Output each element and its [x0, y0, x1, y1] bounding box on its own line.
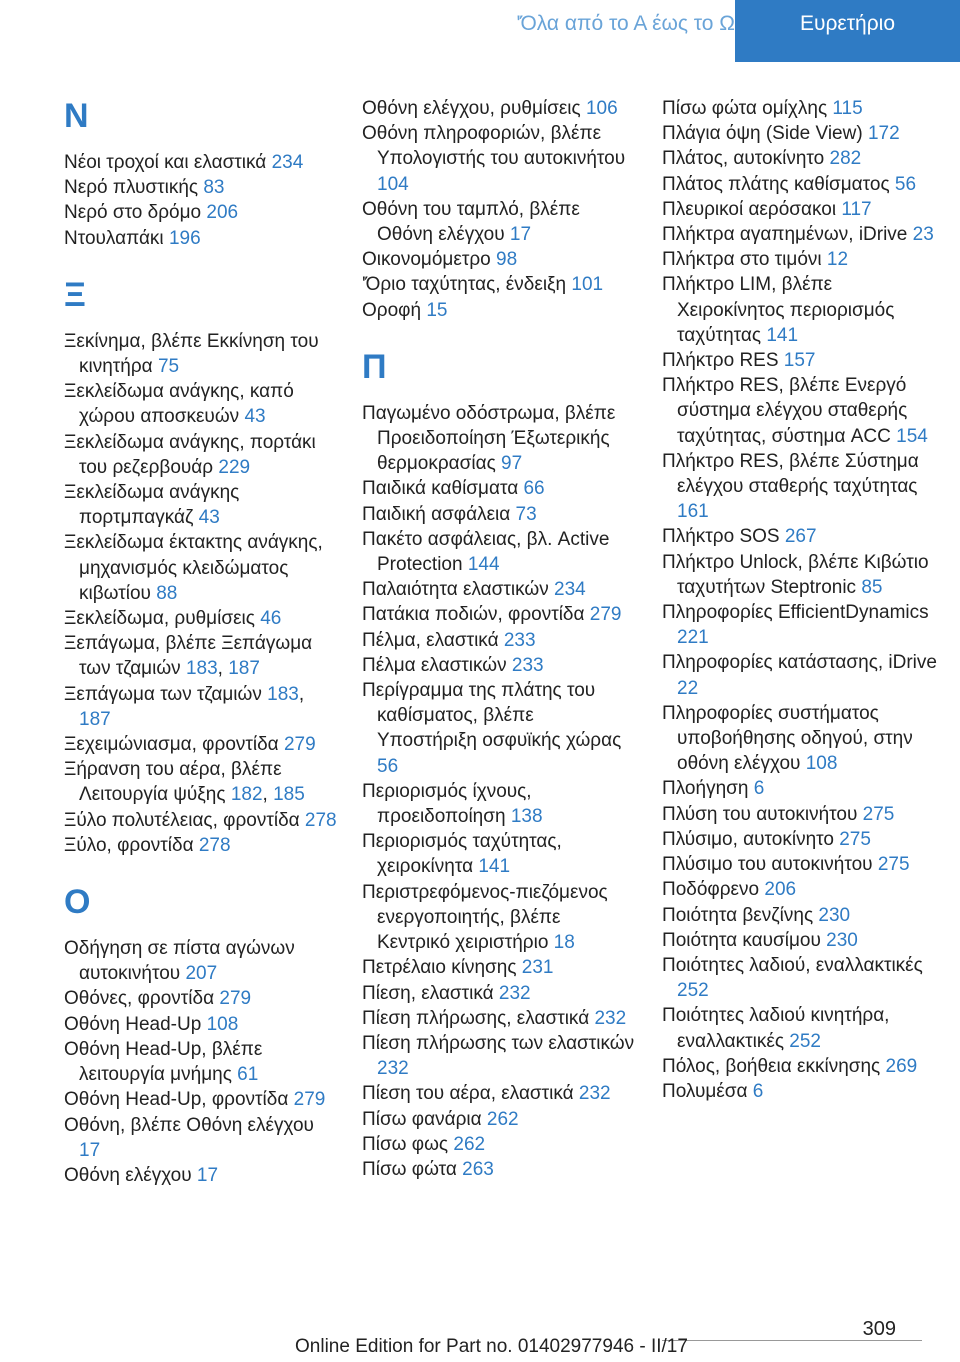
index-entry — [64, 226, 339, 251]
index-entry — [362, 1031, 637, 1081]
index-entry-text: Πληροφορίες κατάστασης, iDrive — [662, 652, 937, 674]
index-entry-text: Πίσω φώτα — [362, 1158, 457, 1180]
page-link[interactable]: 278 — [198, 834, 231, 856]
index-entry — [662, 121, 937, 146]
index-entry — [64, 379, 339, 429]
page-link[interactable]: 101 — [571, 274, 604, 296]
index-entry — [362, 247, 637, 272]
page-link[interactable]: 185 — [273, 784, 305, 806]
index-entry-text: Πλευρικοί αερόσακοι — [662, 198, 837, 220]
index-entry — [662, 701, 937, 777]
index-entry — [64, 329, 339, 379]
index-entry-text: Πέλμα, ελαστικά — [362, 629, 499, 651]
section-gap — [64, 251, 339, 275]
page-link[interactable]: 183 — [267, 683, 299, 705]
index-entry: Ξήρανση του αέρα, βλέπε Λειτουργία ψύξης 182, 185 — [64, 759, 305, 806]
page-link[interactable]: 138 — [510, 806, 543, 828]
index-entry-text: Ξεκίνημα, βλέπε Εκκίνηση του κινητήρα — [64, 330, 319, 378]
index-entry — [64, 200, 339, 225]
page-link[interactable]: 232 — [578, 1083, 611, 1105]
page-link[interactable]: 187 — [228, 658, 260, 680]
index-entry — [662, 373, 937, 449]
index-entry — [662, 852, 937, 877]
index-entry-text: Ξεκλείδωμα, ρυθμίσεις — [64, 608, 255, 630]
index-entry — [362, 981, 637, 1006]
index-entry — [662, 197, 937, 222]
index-entry — [662, 172, 937, 197]
page-link[interactable]: 183 — [185, 658, 218, 680]
page-link[interactable]: 230 — [826, 929, 858, 951]
page-link[interactable]: 282 — [829, 148, 862, 170]
index-entry — [362, 602, 637, 627]
page-link[interactable]: 252 — [789, 1030, 821, 1052]
index-entry-text: Πόλος, βοήθεια εκκίνησης — [662, 1055, 881, 1077]
page-link[interactable]: 279 — [293, 1089, 326, 1111]
index-entry-text: Πίσω φώτα ομίχλης — [662, 98, 828, 119]
page-link[interactable]: 75 — [157, 356, 180, 378]
index-entry — [662, 524, 937, 549]
index-entry-text: Πακέτο ασφάλειας, βλ. Active Protection — [362, 528, 610, 576]
index-entry-text: Πλήκτρο RES — [662, 350, 779, 372]
index-entry — [362, 779, 637, 829]
page-link[interactable]: 269 — [885, 1055, 918, 1077]
index-entry — [64, 150, 339, 175]
index-entry-text: Ξεκλείδωμα έκτακτης ανάγκης, μηχανισμός κλειδώματος κιβωτίου — [64, 532, 323, 604]
index-entry-text: Πλήκτρο RES, βλέπε Σύστημα ελέγχου σταθερής ταχύτητας — [662, 450, 919, 498]
page-link[interactable]: 43 — [244, 406, 266, 428]
index-entry — [362, 1132, 637, 1157]
index-entry — [362, 298, 637, 323]
index-entry-text: Ποιότητες λαδιού, εναλλακτικές — [662, 954, 923, 976]
page-link[interactable]: 207 — [185, 963, 218, 985]
index-entry — [662, 222, 937, 247]
index-entry-text: Οθόνη ελέγχου — [64, 1164, 192, 1186]
page-link[interactable]: 279 — [219, 988, 252, 1010]
page-link[interactable]: 233 — [503, 629, 536, 651]
index-entry-text: Οθόνη, βλέπε Οθόνη ελέγχου — [64, 1114, 314, 1136]
index-entry — [362, 197, 637, 247]
index-entry-text: Οθόνη πληροφοριών, βλέπε Υπολογιστής του αυτοκινήτου — [362, 123, 626, 170]
page-link[interactable]: 97 — [501, 453, 523, 475]
index-entry-text: Ξεκλείδωμα ανάγκης, πορτάκι του ρεζερβουάρ — [64, 431, 316, 478]
index-entry — [662, 776, 937, 801]
page-link[interactable]: 108 — [206, 1013, 239, 1035]
index-entry-text: Περίγραμμα της πλάτης του καθίσματος, βλέπε Υποστήριξη οσφυϊκής χώρας — [362, 680, 622, 752]
page-link[interactable]: 46 — [260, 608, 282, 630]
section-letter: Ο — [64, 883, 91, 922]
page-link[interactable]: 6 — [753, 778, 765, 800]
page-link[interactable]: 141 — [766, 324, 799, 346]
section-gap — [362, 323, 637, 347]
index-entry — [362, 401, 637, 477]
index-entry — [64, 530, 339, 606]
index-entry-text: Παιδική ασφάλεια — [362, 503, 511, 525]
page-link[interactable]: 73 — [515, 503, 537, 525]
index-entry — [64, 732, 339, 757]
index-entry-text: Πολυμέσα — [662, 1080, 748, 1102]
index-entry-text: Πλήκτρα στο τιμόνι — [662, 249, 822, 271]
index-entry-text: Πλήκτρο RES, βλέπε Ενεργό σύστημα ελέγχου σταθερής ταχύτητας, σύστημα ACC — [662, 375, 908, 447]
page-link[interactable]: 6 — [752, 1080, 764, 1102]
page-link[interactable]: 234 — [554, 579, 586, 601]
tab-index[interactable]: Ευρετήριο — [735, 0, 960, 62]
index-entry-text: Πλύσιμο, αυτοκίνητο — [662, 828, 834, 850]
index-entry — [64, 1113, 339, 1163]
page-link[interactable]: 172 — [867, 123, 900, 145]
index-entry — [662, 1079, 937, 1104]
index-entry — [362, 1107, 637, 1132]
index-entry — [362, 1006, 637, 1031]
index-entry — [362, 653, 637, 678]
page-link[interactable]: 252 — [677, 980, 709, 1002]
index-entry-text: Νερό στο δρόμο — [64, 202, 202, 224]
index-entry: Ξεπάγωμα, βλέπε Ξεπάγωμα των τζαμιών 183, 187 — [64, 633, 313, 680]
page-link[interactable]: 85 — [861, 576, 883, 598]
index-entry — [662, 96, 937, 121]
index-entry-text: Πίεση του αέρα, ελαστικά — [362, 1083, 574, 1105]
page-link[interactable]: 43 — [198, 507, 220, 529]
page-number: 309 — [862, 1318, 896, 1340]
index-entry-text: Ξύλο, φροντίδα — [64, 834, 194, 856]
page-link[interactable]: 141 — [478, 856, 511, 878]
index-entry — [662, 600, 937, 650]
page-link[interactable]: 15 — [426, 299, 448, 321]
page-link[interactable]: 262 — [453, 1133, 486, 1155]
index-entry — [662, 550, 937, 600]
page-link[interactable]: 88 — [156, 582, 178, 604]
index-entry-text: Πλύση του αυτοκινήτου — [662, 803, 858, 825]
index-entry-text: Ξεκλείδωμα ανάγκης πορτμπαγκάζ — [64, 482, 240, 529]
index-entry-text: Οικονομόμετρο — [362, 249, 491, 271]
index-entry — [64, 606, 339, 631]
index-entry — [64, 833, 339, 858]
index-entry — [64, 936, 339, 986]
index-entry-text: Πλήκτρο LIM, βλέπε Χειροκίνητος περιορισμός ταχύτητας — [662, 274, 895, 346]
page-link[interactable]: 117 — [841, 198, 872, 220]
index-entry: Ξεπάγωμα των τζαμιών 183, 187 — [64, 683, 305, 730]
edition-label: Online Edition for Part no. 01402977946 - II/17 — [295, 1336, 688, 1357]
index-entry-text: Νέοι τροχοί και ελαστικά — [64, 152, 267, 173]
section-letter: Π — [362, 347, 387, 386]
index-entry-text: Παιδικά καθίσματα — [362, 478, 519, 500]
index-entry — [362, 829, 637, 879]
page-link[interactable]: 61 — [237, 1064, 259, 1086]
index-entry — [362, 121, 637, 197]
index-entry-text: Περιστρεφόμενος-πιεζόμενος ενεργοποιητής, βλέπε Κεντρικό χειριστήριο — [362, 881, 608, 954]
page-link[interactable]: 275 — [839, 828, 871, 850]
index-column-3 — [662, 96, 937, 1104]
page-link[interactable]: 263 — [462, 1158, 494, 1180]
index-entry-text: Οθόνη ελέγχου, ρυθμίσεις — [362, 98, 581, 119]
index-entry-text: Περιορισμός ταχύτητας, χειροκίνητα — [362, 831, 562, 878]
index-entry-text: Πίσω φανάρια — [362, 1108, 482, 1130]
index-entry — [64, 1163, 339, 1188]
index-entry-text: Ξεπάγωμα, βλέπε Ξεπάγωμα των τζαμιών — [64, 633, 313, 680]
index-entry-text: Οροφή — [362, 299, 422, 321]
index-entry-text: Παλαιότητα ελαστικών — [362, 579, 549, 601]
index-entry — [662, 449, 937, 525]
page-link[interactable]: 267 — [784, 526, 817, 548]
index-entry — [64, 430, 339, 480]
page-link[interactable]: 154 — [896, 425, 928, 447]
index-entry — [64, 1037, 339, 1087]
index-entry — [662, 928, 937, 953]
page-link[interactable]: 187 — [79, 708, 111, 730]
page-link[interactable]: 56 — [894, 173, 917, 195]
index-entry-text: Περιορισμός ίχνους, προειδοποίηση — [362, 780, 532, 828]
index-column-1 — [64, 96, 339, 1188]
index-entry-text: Πίεση πλήρωσης, ελαστικά — [362, 1007, 590, 1029]
header-bar — [0, 0, 960, 62]
index-entry — [362, 272, 637, 297]
index-entry — [362, 955, 637, 980]
page-link[interactable]: 98 — [496, 249, 518, 271]
page-link[interactable]: 232 — [377, 1058, 409, 1080]
page-link[interactable]: 104 — [377, 173, 409, 195]
index-entry-text: Πέλμα ελαστικών — [362, 654, 507, 676]
page-link[interactable]: 106 — [585, 98, 618, 119]
index-entry — [662, 1003, 937, 1053]
page-link[interactable]: 279 — [589, 604, 622, 626]
index-entry-text: Οθόνη Head-Up, βλέπε λειτουργία μνήμης — [64, 1038, 263, 1086]
index-entry-text: Ποιότητα βενζίνης — [662, 904, 814, 926]
section-gap — [64, 858, 339, 882]
index-entry-text: Πλάτος πλάτης καθίσματος — [662, 173, 890, 195]
index-entry — [662, 953, 937, 1003]
index-entry — [662, 247, 937, 272]
page-link[interactable]: 161 — [677, 501, 709, 523]
index-entry — [362, 96, 637, 121]
index-entry — [64, 986, 339, 1011]
index-entry-text: Οθόνη Head-Up — [64, 1013, 202, 1035]
page-link[interactable]: 196 — [168, 227, 201, 249]
index-entry-text: Πλοήγηση — [662, 778, 749, 800]
index-entry-text: Πετρέλαιο κίνησης — [362, 957, 517, 979]
page-link[interactable]: 115 — [832, 98, 863, 119]
index-entry-text: Πλήκτρο Unlock, βλέπε Κιβώτιο ταχυτήτων Steptronic — [662, 551, 929, 598]
index-column-2 — [362, 96, 637, 1182]
index-entry — [662, 650, 937, 700]
page-link[interactable]: 17 — [196, 1164, 219, 1186]
page-link[interactable]: 144 — [467, 554, 500, 576]
index-entry-text: Πλάτος, αυτοκίνητο — [662, 148, 825, 170]
index-entry — [362, 1081, 637, 1106]
index-entry — [64, 1012, 339, 1037]
breadcrumb[interactable]: 'Όλα από το Α έως το Ω — [516, 12, 735, 35]
index-entry — [662, 827, 937, 852]
section-letter: Ν — [64, 97, 89, 135]
index-entry-text: Ξύλο πολυτέλειας, φροντίδα — [64, 809, 300, 831]
index-entry — [64, 1087, 339, 1112]
page-link[interactable]: 233 — [511, 654, 544, 676]
index-entry-text: Ντουλαπάκι — [64, 227, 164, 249]
index-entry — [362, 527, 637, 577]
section-letter: Ξ — [64, 275, 86, 314]
index-entry — [662, 272, 937, 348]
index-entry-text: Πίεση πλήρωσης των ελαστικών — [362, 1032, 635, 1054]
page-link[interactable]: 157 — [783, 350, 816, 372]
index-entry-text: Ξεπάγωμα των τζαμιών — [64, 683, 262, 705]
index-entry-text: Οθόνη του ταμπλό, βλέπε Οθόνη ελέγχου — [362, 198, 580, 246]
page-link[interactable]: 231 — [521, 957, 554, 979]
index-entry-text: Οδήγηση σε πίστα αγώνων αυτοκινήτου — [64, 938, 295, 985]
index-entry-text: Ποιότητα καυσίμου — [662, 929, 821, 951]
index-entry-text: Πλήκτρο SOS — [662, 526, 780, 548]
index-entry — [362, 577, 637, 602]
page-link[interactable]: 221 — [677, 627, 709, 649]
index-entry-text: Ποδόφρενο — [662, 879, 760, 901]
index-entry — [362, 678, 637, 779]
index-entry-text: Πατάκια ποδιών, φροντίδα — [362, 604, 585, 626]
index-entry — [662, 146, 937, 171]
page-link[interactable]: 66 — [523, 478, 545, 500]
page-link[interactable]: 182 — [230, 784, 263, 806]
index-entry — [362, 880, 637, 956]
page-link[interactable]: 56 — [377, 755, 399, 777]
index-entry — [64, 175, 339, 200]
page-link[interactable]: 262 — [486, 1108, 519, 1130]
page-link[interactable]: 275 — [877, 854, 910, 876]
index-entry-text: Πλάγια όψη (Side View) — [662, 123, 863, 145]
index-entry — [662, 903, 937, 928]
index-entry-text: 'Όριο ταχύτητας, ένδειξη — [362, 274, 567, 296]
page-link[interactable]: 22 — [677, 677, 699, 699]
index-entry-text: Πληροφορίες EfficientDynamics — [662, 602, 929, 624]
page-link[interactable]: 232 — [594, 1007, 627, 1029]
index-entry-text: Πίσω φως — [362, 1133, 449, 1155]
index-entry-text: Νερό πλυστικής — [64, 177, 199, 199]
index-entry-text: Ποιότητες λαδιού κινητήρα, εναλλακτικές — [662, 1005, 890, 1052]
index-entry — [362, 628, 637, 653]
index-entry — [362, 476, 637, 501]
index-entry-text: Οθόνη Head-Up, φροντίδα — [64, 1089, 289, 1111]
index-entry-text: Παγωμένο οδόστρωμα, βλέπε Προειδοποίηση Έξωτερικής θερμοκρασίας — [362, 402, 616, 475]
index-entry — [64, 808, 339, 833]
page-link[interactable]: 234 — [271, 152, 304, 173]
page-link[interactable]: 23 — [912, 224, 934, 246]
index-entry — [64, 480, 339, 530]
page-link[interactable]: 17 — [509, 224, 532, 246]
index-entry-text: Πληροφορίες συστήματος υποβοήθησης οδηγού, στην οθόνη ελέγχου — [662, 702, 913, 775]
index-entry-text: Πίεση, ελαστικά — [362, 982, 494, 1004]
index-entry — [362, 502, 637, 527]
page-link[interactable]: 279 — [283, 734, 316, 756]
index-entry — [662, 802, 937, 827]
page-link[interactable]: 230 — [818, 904, 851, 926]
index-entry — [662, 1054, 937, 1079]
index-entry-text: Ξεχειμώνιασμα, φροντίδα — [64, 734, 279, 756]
page-link[interactable]: 108 — [805, 753, 838, 775]
page-link[interactable]: 278 — [304, 809, 337, 831]
index-entry-text: Ξήρανση του αέρα, βλέπε Λειτουργία ψύξης — [64, 759, 282, 806]
page-link[interactable]: 12 — [826, 249, 849, 271]
index-entry-text: Πλήκτρα αγαπημένων, iDrive — [662, 224, 908, 246]
page-link[interactable]: 275 — [862, 803, 895, 825]
index-entry-text: Οθόνες, φροντίδα — [64, 988, 215, 1010]
index-entry — [662, 348, 937, 373]
page-link[interactable]: 232 — [498, 982, 531, 1004]
index-entry-text: Ξεκλείδωμα ανάγκης, καπό χώρου αποσκευών — [64, 381, 294, 428]
index-entry — [662, 877, 937, 902]
page-link[interactable]: 206 — [764, 879, 797, 901]
page-link[interactable]: 18 — [553, 932, 575, 954]
index-entry — [362, 1157, 637, 1182]
page-link[interactable]: 17 — [79, 1139, 101, 1161]
index-entry-text: Πλύσιμο του αυτοκινήτου — [662, 854, 873, 876]
page-link[interactable]: 229 — [218, 456, 251, 478]
page-link[interactable]: 83 — [203, 177, 225, 199]
page-link[interactable]: 206 — [206, 202, 239, 224]
